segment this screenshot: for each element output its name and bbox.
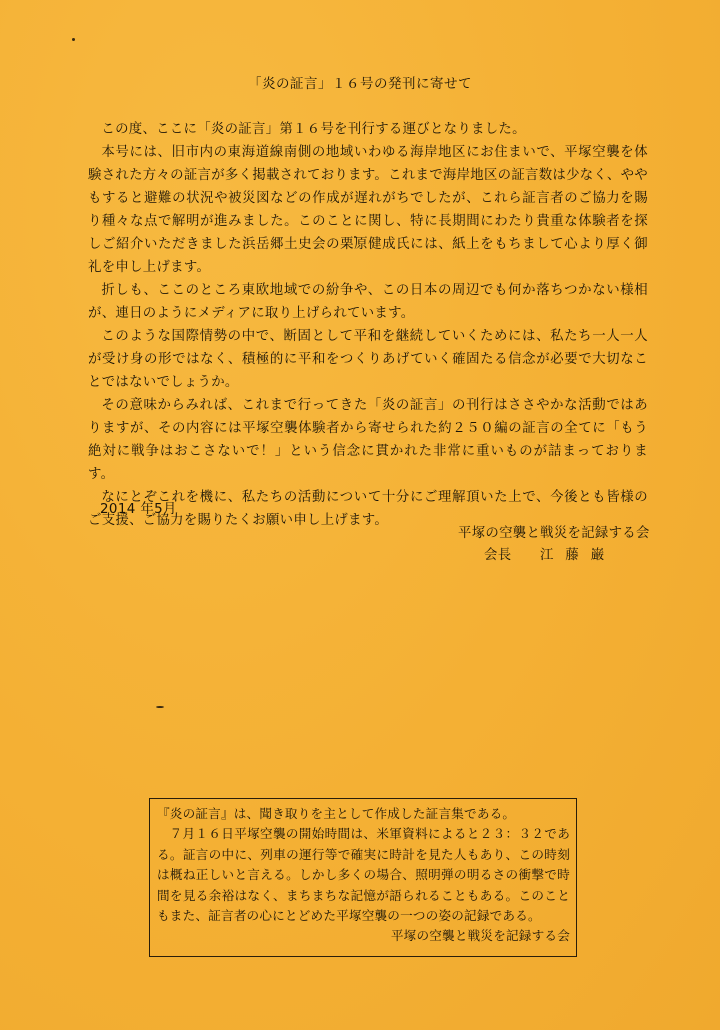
- note-line: 『炎の証言』は、聞き取りを主として作成した証言集である。: [157, 806, 516, 821]
- body-paragraph: なにとぞこれを機に、私たちの活動について十分にご理解頂いた上で、今後とも皆様のご支援、ご協力を賜りたくお願い申し上げます。: [88, 490, 648, 528]
- body-paragraph: その意味からみれば、これまで行ってきた「炎の証言」の刊行はささやかな活動ではありますが、その内容には平塚空襲体験者から寄せられた約２５０編の証言の全てに「もう絶対に戦争はおこさないで！」という信念に貫かれた非常に重いものが詰まっております。: [88, 398, 648, 482]
- note-signature: 平塚の空襲と戦災を記録する会: [390, 928, 570, 944]
- paper-speck: [156, 706, 164, 708]
- body-paragraph: この度、ここに「炎の証言」第１６号を刊行する運びとなりました。: [101, 122, 526, 137]
- body-paragraph: 本号には、旧市内の東海道線南側の地域いわゆる海岸地区にお住まいで、平塚空襲を体験された方々の証言が多く掲載されております。これまで海岸地区の証言数は少なく、ややもすると避難の状況や被災図などの作成が遅れがちでしたが、これら証言者のご協力を賜り種々な点で解明が進みました。このことに関し、特に長期間にわたり貴重な体験者を探しご紹介いただきました浜岳郷土史会の栗原健成氏には、紙上をもちまして心より厚く御礼を申し上げます。: [88, 145, 648, 275]
- body-paragraph: このような国際情勢の中で、断固として平和を継続していくためには、私たち一人一人が受け身の形ではなく、積極的に平和をつくりあげていく確固たる信念が必要で大切なことではないでしょうか。: [88, 329, 648, 390]
- document-date: 2014 年5月: [100, 502, 177, 517]
- organization-name: 平塚の空襲と戦災を記録する会: [458, 526, 650, 541]
- note-line: ７月１６日平塚空襲の開始時間は、米軍資料によると２３：３２である。証言の中に、列車の運行等で確実に時計を見た人もあり、この時刻は概ね正しいと言える。しかし多くの場合、照明弾の明るさの衝撃で時間を見る余裕はなく、まちまちな記憶が語られることもある。このこともまた、証言者の心にとどめた平塚空襲の一つの姿の記録である。: [157, 826, 570, 924]
- document-title: 「炎の証言」１６号の発刊に寄せて: [248, 76, 472, 92]
- president-role: 会長: [484, 548, 512, 563]
- note-box: [149, 798, 577, 957]
- document-body: [88, 118, 648, 532]
- paper-speck: [72, 38, 75, 41]
- body-paragraph: 折しも、ここのところ東欧地域での紛争や、この日本の周辺でも何か落ちつかない様相が、連日のようにメディアに取り上げられています。: [88, 283, 648, 321]
- president-signature: [484, 544, 616, 563]
- president-name: 江藤巌: [540, 548, 617, 563]
